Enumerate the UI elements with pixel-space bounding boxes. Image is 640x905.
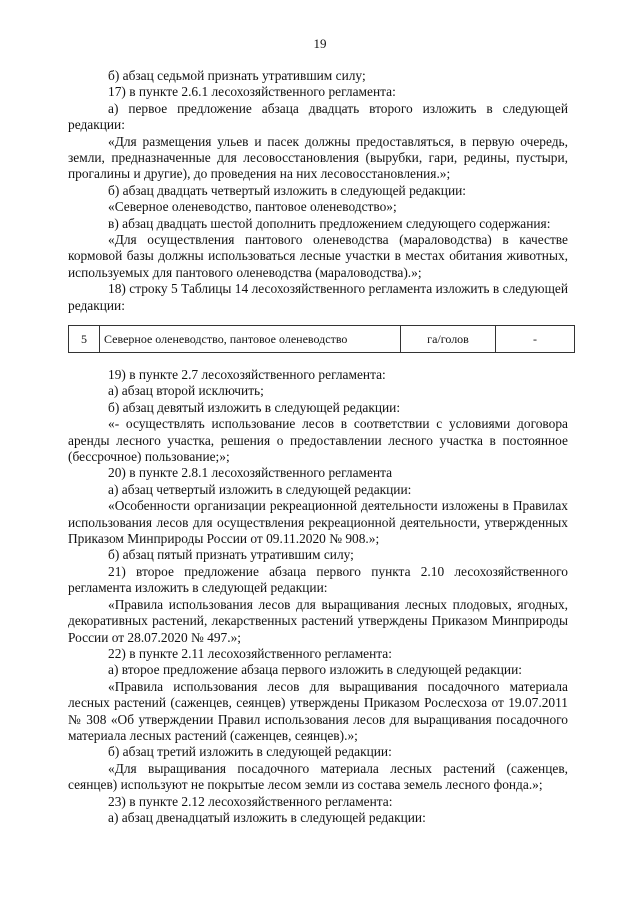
value-cell: - [496,326,575,353]
table-row [69,326,575,353]
text-block-top [68,68,568,314]
paragraph: 23) в пункте 2.12 лесохозяйственного регламента: [108,793,393,809]
activity-name-cell: Северное оленеводство, пантовое оленеводство [100,326,401,353]
paragraph: а) абзац двенадцатый изложить в следующей редакции: [108,809,426,825]
paragraph: 19) в пункте 2.7 лесохозяйственного регламента: [108,367,386,382]
text-block-bottom [68,367,568,826]
paragraph: б) абзац двадцать четвертый изложить в следующей редакции: [108,182,467,198]
paragraph: а) абзац четвертый изложить в следующей редакции: [108,481,412,497]
unit-cell: га/голов [401,326,496,353]
paragraph: «Северное оленеводство, пантовое оленеводство»; [108,199,397,215]
paragraph: «Правила использования лесов для выращивания лесных плодовых, ягодных, декоративных растений, лекарственных растений утверждены Приказом Минприроды России от 28.07.2020 № 497.»; [68,596,568,645]
paragraph: 22) в пункте 2.11 лесохозяйственного регламента: [108,645,392,661]
paragraph: «Для выращивания посадочного материала лесных растений (саженцев, сеянцев) используют не покрытые лесом земли из состава земель лесного фонда.»; [68,760,568,793]
paragraph: а) второе предложение абзаца первого изложить в следующей редакции: [108,662,522,678]
paragraph: б) абзац девятый изложить в следующей редакции: [108,399,401,415]
paragraph: б) абзац третий изложить в следующей редакции: [108,744,392,760]
page-number: 19 [313,36,327,51]
paragraph: 17) в пункте 2.6.1 лесохозяйственного регламента: [108,84,396,100]
row-number-cell: 5 [69,326,100,353]
table-14-row [68,325,575,353]
paragraph: «Правила использования лесов для выращивания посадочного материала лесных растений (саженцев, сеянцев) утверждены Приказом Рослесхоза от 19.07.2011 № 308 «Об утверждении Правил использования лесов для выращивания посадочного материала лесных растений (саженцев, сеянцев).»; [68,678,568,743]
paragraph: в) абзац двадцать шестой дополнить предложением следующего содержания: [108,215,551,231]
paragraph: «Особенности организации рекреационной деятельности изложены в Правилах использования лесов для осуществления рекреационной деятельности, утвержденных Приказом Минприроды России от 09.11.2020 № 908.»; [68,498,568,547]
paragraph: 21) второе предложение абзаца первого пункта 2.10 лесохозяйственного регламента изложить в следующей редакции: [68,563,568,596]
paragraph: а) первое предложение абзаца двадцать второго изложить в следующей редакции: [68,100,568,133]
paragraph: «- осуществлять использование лесов в соответствии с условиями договора аренды лесного участка, решения о предоставлении лесного участка в постоянное (бессрочное) пользование;»; [68,416,568,465]
paragraph: «Для размещения ульев и пасек должны предоставляться, в первую очередь, земли, предназначенные для лесовосстановления (вырубки, гари, редины, пустыри, прогалины и другие), до проведения на них лесовосстановления.»; [68,133,568,182]
paragraph: 20) в пункте 2.8.1 лесохозяйственного регламента [108,465,393,481]
paragraph: б) абзац седьмой признать утратившим силу; [108,68,366,83]
paragraph: б) абзац пятый признать утратившим силу; [108,547,354,563]
paragraph: 18) строку 5 Таблицы 14 лесохозяйственного регламента изложить в следующей редакции: [68,281,568,313]
paragraph: «Для осуществления пантового оленеводства (мараловодства) в качестве кормовой базы должны использоваться лесные участки в местах обитания животных, используемых для пантового оленеводства (мараловодства).»; [68,232,568,280]
paragraph: а) абзац второй исключить; [108,383,264,399]
